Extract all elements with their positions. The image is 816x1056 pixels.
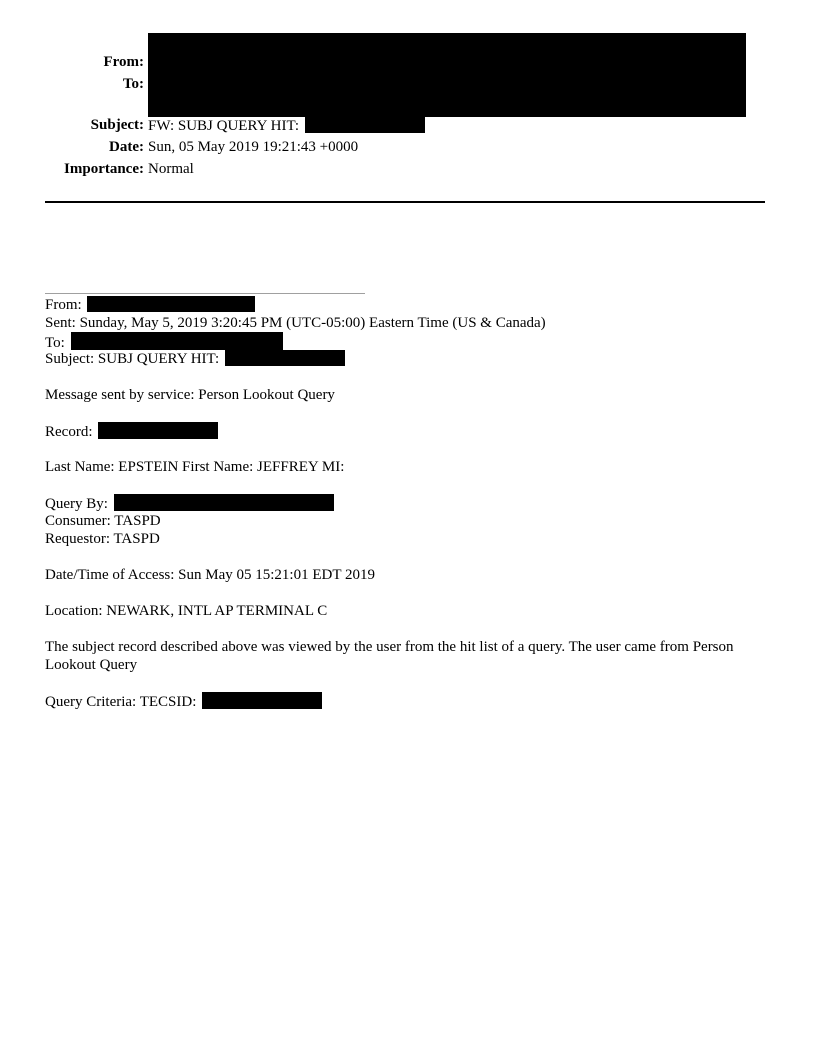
description-paragraph: The subject record described above was viewed by the user from the hit list of a query. The user came from Person Lookout Query bbox=[45, 639, 734, 673]
criteria-line bbox=[45, 692, 322, 711]
redaction-criteria bbox=[202, 692, 322, 709]
access-line: Date/Time of Access: Sun May 05 15:21:01 EDT 2019 bbox=[45, 567, 375, 583]
redaction-forward-to bbox=[71, 332, 283, 350]
redaction-from-to bbox=[148, 33, 746, 117]
forward-to-line bbox=[45, 332, 283, 352]
redaction-forward-subject bbox=[225, 350, 345, 366]
redaction-forward-from bbox=[87, 296, 255, 312]
header-subject-value bbox=[148, 117, 425, 135]
location-line: Location: NEWARK, INTL AP TERMINAL C bbox=[45, 603, 328, 619]
consumer-line: Consumer: TASPD bbox=[45, 513, 161, 529]
header-date-label: Date: bbox=[109, 139, 144, 155]
forward-sent-value: Sunday, May 5, 2019 3:20:45 PM (UTC-05:00) Eastern Time (US & Canada) bbox=[79, 315, 546, 331]
record-line bbox=[45, 422, 218, 441]
header-from-label: From: bbox=[103, 54, 144, 70]
header-subject-text: FW: SUBJ QUERY HIT: bbox=[148, 118, 300, 134]
forward-divider bbox=[45, 293, 365, 294]
header-importance-value: Normal bbox=[148, 161, 194, 177]
record-label: Record: bbox=[45, 424, 93, 440]
criteria-label: Query Criteria: TECSID: bbox=[45, 694, 197, 710]
header-to-label: To: bbox=[122, 76, 144, 92]
forward-to-label: To: bbox=[45, 335, 65, 351]
query-by-label: Query By: bbox=[45, 496, 108, 512]
redaction-query-by bbox=[114, 494, 334, 511]
forward-from-line bbox=[45, 296, 255, 314]
forward-sent-line bbox=[45, 314, 546, 332]
forward-sent-label: Sent: bbox=[45, 315, 76, 331]
forward-subject-value: SUBJ QUERY HIT: bbox=[97, 351, 220, 367]
forward-subject-label: Subject: bbox=[45, 351, 95, 367]
redaction-record bbox=[98, 422, 218, 439]
name-line: Last Name: EPSTEIN First Name: JEFFREY MI: bbox=[45, 459, 345, 475]
forward-subject-line bbox=[45, 350, 345, 368]
redaction-subject bbox=[305, 117, 425, 133]
requestor-line: Requestor: TASPD bbox=[45, 531, 160, 547]
header-subject-label: Subject: bbox=[90, 117, 144, 133]
header-importance-label: Importance: bbox=[64, 161, 144, 177]
service-line: Message sent by service: Person Lookout Query bbox=[45, 387, 335, 403]
query-by-line bbox=[45, 494, 334, 513]
header-date-value: Sun, 05 May 2019 19:21:43 +0000 bbox=[148, 139, 359, 155]
header-divider bbox=[45, 201, 765, 203]
forward-from-label: From: bbox=[45, 297, 82, 313]
